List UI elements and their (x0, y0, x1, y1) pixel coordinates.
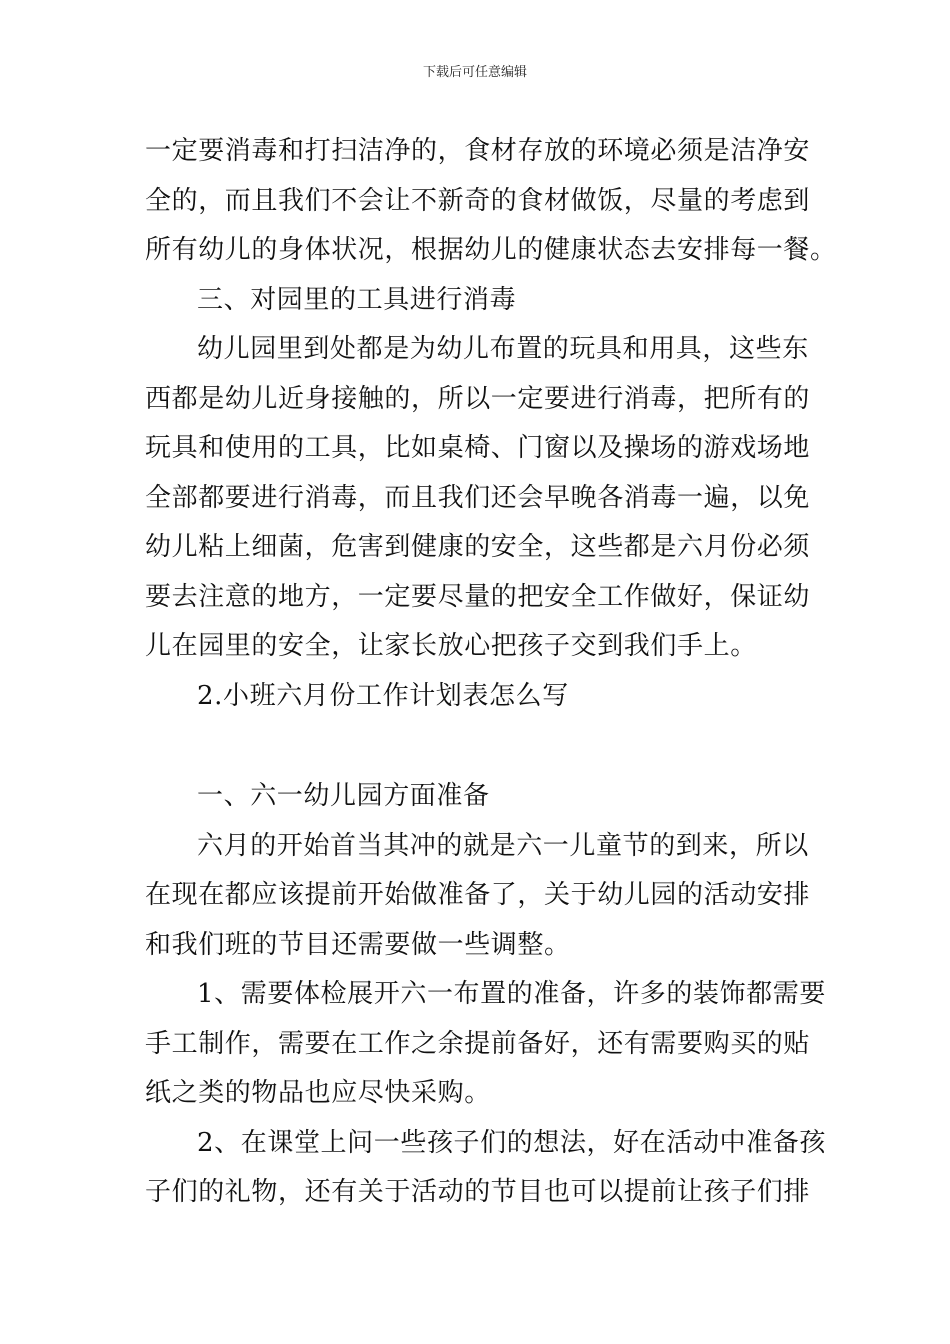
text-line: 要去注意的地方，一定要尽量的把安全工作做好，保证幼 (145, 581, 811, 612)
text-line: 1、需要体检展开六一布置的准备，许多的装饰都需要 (197, 979, 826, 1009)
text-line: 子们的礼物，还有关于活动的节目也可以提前让孩子们排 (145, 1177, 811, 1207)
text-line: 全部都要进行消毒，而且我们还会早晚各消毒一遍，以免 (145, 482, 811, 513)
text-line: 手工制作，需要在工作之余提前备好，还有需要购买的贴 (145, 1028, 811, 1059)
document-body (145, 127, 837, 1218)
text-line: 一定要消毒和打扫洁净的，食材存放的环境必须是洁净安 (145, 136, 811, 166)
text-line: 西都是幼儿近身接触的，所以一定要进行消毒，把所有的 (145, 383, 811, 414)
text-line: 在现在都应该提前开始做准备了，关于幼儿园的活动安排 (145, 880, 811, 910)
text-line: 2、在课堂上问一些孩子们的想法，好在活动中准备孩 (197, 1127, 826, 1158)
text-line: 一、六一幼儿园方面准备 (197, 781, 490, 811)
page-header-note: 下载后可任意编辑 (422, 65, 527, 80)
text-line: 所有幼儿的身体状况，根据幼儿的健康状态去安排每一餐。 (145, 235, 837, 265)
text-line: 幼儿园里到处都是为幼儿布置的玩具和用具，这些东 (197, 334, 809, 364)
text-line: 2.小班六月份工作计划表怎么写 (197, 680, 569, 711)
text-line: 纸之类的物品也应尽快采购。 (145, 1078, 491, 1108)
text-line: 儿在园里的安全，让家长放心把孩子交到我们手上。 (145, 631, 757, 661)
text-line: 三、对园里的工具进行消毒 (197, 284, 517, 315)
text-line: 幼儿粘上细菌，危害到健康的安全，这些都是六月份必须 (145, 532, 811, 562)
text-line: 和我们班的节目还需要做一些调整。 (145, 929, 571, 960)
blank-line (145, 721, 807, 772)
text-line: 全的，而且我们不会让不新奇的食材做饭，尽量的考虑到 (145, 185, 811, 216)
text-line: 六月的开始首当其冲的就是六一儿童节的到来，所以 (197, 830, 809, 861)
text-line: 玩具和使用的工具，比如桌椅、门窗以及操场的游戏场地 (145, 433, 811, 463)
